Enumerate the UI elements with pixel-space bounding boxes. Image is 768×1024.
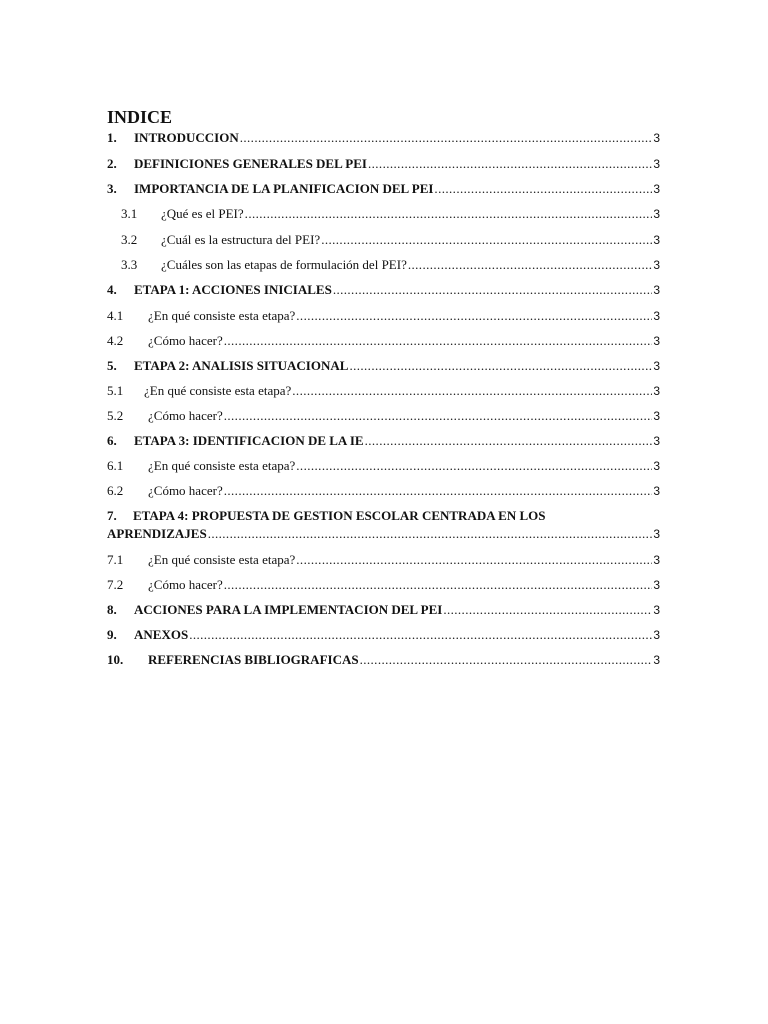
toc-entry-page-number: 3: [653, 157, 660, 171]
dot-leader: [296, 308, 652, 324]
toc-entry-label: ¿Qué es el PEI?: [161, 206, 244, 221]
toc-entry-label: ¿Cómo hacer?: [148, 408, 223, 423]
toc-entry-number: 3.1: [121, 206, 138, 221]
toc-entry-page-number: 3: [653, 459, 660, 473]
dot-leader: [434, 181, 652, 197]
toc-title: INDICE: [107, 107, 173, 127]
dot-leader: [368, 156, 652, 172]
toc-entry-number: 10.: [107, 652, 124, 667]
toc-entry-number: 7.: [107, 508, 117, 523]
toc-entry-page-number: 3: [653, 409, 660, 423]
toc-entry-number: 6.2: [107, 483, 124, 498]
toc-entry-number: 3.: [107, 181, 117, 196]
toc-entry-number: 5.: [107, 358, 117, 373]
dot-leader: [408, 257, 652, 273]
dot-leader: [443, 602, 652, 618]
toc-entry-label: ETAPA 2: ANALISIS SITUACIONAL: [134, 358, 349, 373]
toc-entry-label: IMPORTANCIA DE LA PLANIFICACION DEL PEI: [134, 181, 434, 196]
toc-entry-label: ¿En qué consiste esta etapa?: [148, 458, 296, 473]
toc-entry-page-number: 3: [653, 207, 660, 221]
toc-entry-number: 9.: [107, 627, 117, 642]
dot-leader: [240, 130, 653, 146]
dot-leader: [292, 383, 652, 399]
dot-leader: [208, 526, 653, 542]
toc-entry-label: ¿Cómo hacer?: [148, 483, 223, 498]
dot-leader: [333, 282, 653, 298]
toc-entry-number: 2.: [107, 156, 117, 171]
toc-entry-page-number: 3: [653, 527, 660, 541]
dot-leader: [296, 458, 652, 474]
toc-entry-label: REFERENCIAS BIBLIOGRAFICAS: [148, 652, 359, 667]
dot-leader: [245, 206, 653, 222]
dot-leader: [349, 358, 652, 374]
toc-entry-page-number: 3: [653, 578, 660, 592]
toc-entry-number: 3.2: [121, 232, 138, 247]
toc-entry-page-number: 3: [653, 628, 660, 642]
dot-leader: [365, 433, 653, 449]
toc-entry-number: 6.: [107, 433, 117, 448]
toc-entry-page-number: 3: [653, 434, 660, 448]
toc-entry-number: 1.: [107, 130, 117, 145]
toc-entry-label: ETAPA 1: ACCIONES INICIALES: [134, 282, 332, 297]
toc-entry-page-number: 3: [653, 553, 660, 567]
dot-leader: [296, 552, 652, 568]
toc-entry-number: 8.: [107, 602, 117, 617]
dot-leader: [189, 627, 652, 643]
toc-entry-label: ETAPA 3: IDENTIFICACION DE LA IE: [134, 433, 364, 448]
toc-entry-number: 5.1: [107, 383, 124, 398]
dot-leader: [224, 483, 653, 499]
toc-entry-number: 4.: [107, 282, 117, 297]
toc-entry-number: 4.2: [107, 333, 124, 348]
toc-entry-label: ANEXOS: [134, 627, 189, 642]
toc-entry-number: 5.2: [107, 408, 124, 423]
toc-entry-page-number: 3: [653, 283, 660, 297]
toc-entry-label: ¿Cómo hacer?: [148, 577, 223, 592]
toc-entry-page-number: 3: [653, 484, 660, 498]
toc-entry-number: 3.3: [121, 257, 138, 272]
toc-entry-page-number: 3: [653, 359, 660, 373]
toc-entry-page-number: 3: [653, 334, 660, 348]
toc-entry-number: 6.1: [107, 458, 124, 473]
toc-entry-label: ¿En qué consiste esta etapa?: [148, 552, 296, 567]
toc-entry-page-number: 3: [653, 258, 660, 272]
toc-entry-label: ¿En qué consiste esta etapa?: [144, 383, 292, 398]
toc-entry-page-number: 3: [653, 233, 660, 247]
toc-entry-number: 4.1: [107, 308, 124, 323]
toc-entry-page-number: 3: [653, 182, 660, 196]
toc-entry-label: ACCIONES PARA LA IMPLEMENTACION DEL PEI: [134, 602, 443, 617]
dot-leader: [360, 652, 653, 668]
toc-entry-number: 7.2: [107, 577, 124, 592]
toc-entry-page-number: 3: [653, 603, 660, 617]
toc-entry-label: ETAPA 4: PROPUESTA DE GESTION ESCOLAR CENTRADA EN LOS: [133, 508, 546, 523]
toc-entry-label: ¿Cuál es la estructura del PEI?: [161, 232, 321, 247]
toc-entry-label: ¿Cuáles son las etapas de formulación del PEI?: [161, 257, 407, 272]
toc-entry-page-number: 3: [653, 653, 660, 667]
toc-entry-label: DEFINICIONES GENERALES DEL PEI: [134, 156, 367, 171]
dot-leader: [224, 577, 653, 593]
toc-entry-label: INTRODUCCION: [134, 130, 239, 145]
dot-leader: [224, 408, 653, 424]
dot-leader: [224, 333, 653, 349]
toc-entry-page-number: 3: [653, 309, 660, 323]
toc-entry-label: ¿Cómo hacer?: [148, 333, 223, 348]
toc-entry-page-number: 3: [653, 384, 660, 398]
dot-leader: [321, 232, 652, 248]
toc-entry-label-continued: APRENDIZAJES: [107, 526, 207, 541]
toc-entry-label: ¿En qué consiste esta etapa?: [148, 308, 296, 323]
toc-entry-number: 7.1: [107, 552, 124, 567]
toc-entry-page-number: 3: [653, 131, 660, 145]
